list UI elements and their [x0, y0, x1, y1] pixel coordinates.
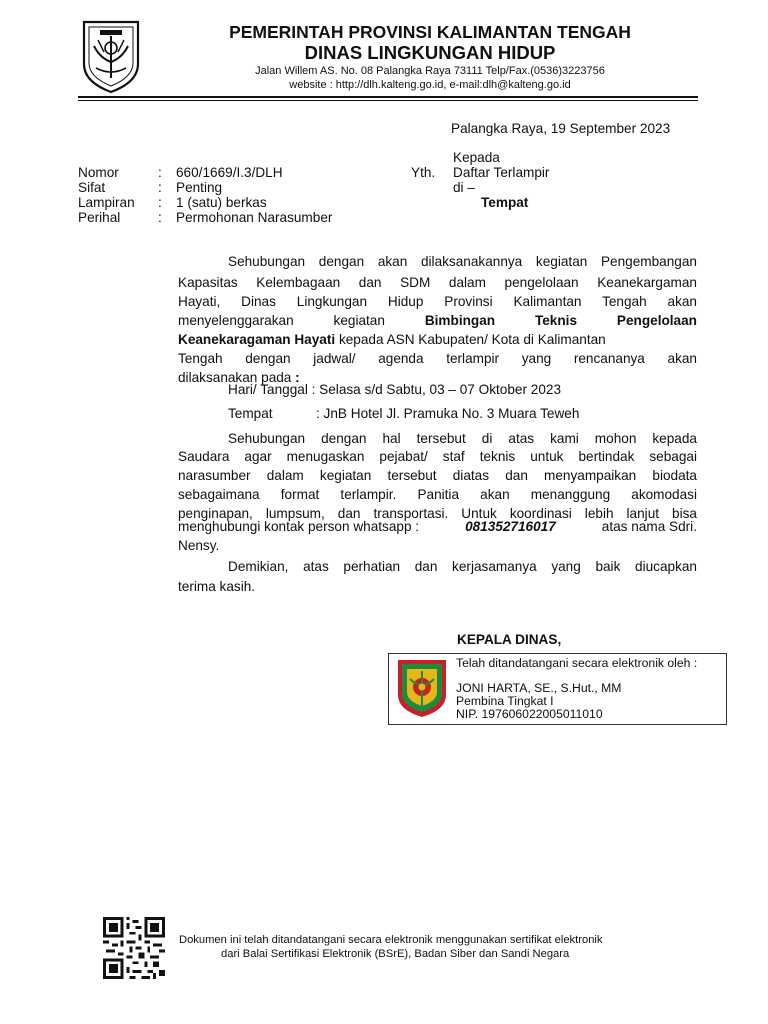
whatsapp-number: 081352716017: [465, 519, 556, 534]
letterhead-government: PEMERINTAH PROVINSI KALIMANTAN TENGAH: [229, 22, 631, 42]
perihal-colon: :: [158, 210, 162, 225]
body-p1-word: kegiatan: [333, 313, 385, 328]
recipient-name: Daftar Terlampir: [453, 165, 550, 180]
body-p3-line2: terima kasih.: [178, 579, 256, 594]
letterhead-address: Jalan Willem AS. No. 08 Palangka Raya 73111 Telp/Fax.(0536)3223756: [255, 65, 605, 77]
body-p2-line2: Saudara agar menugaskan pejabat/ staf teknis untuk bertindak sebagai: [178, 449, 697, 464]
body-p1-line3: Hayati, Dinas Lingkungan Hidup Provinsi Kalimantan Tengah akan: [178, 294, 697, 309]
body-p2-line3: narasumber dalam kegiatan tersebut diatas dan menyampaikan biodata: [178, 468, 697, 483]
body-p2-line5: penginapan, lumpsum, dan transportasi. Untuk koordinasi lebih lanjut bisa: [178, 506, 697, 521]
body-p1-text: dilaksanakan pada: [178, 370, 292, 385]
body-p1-bold-word: Pengelolaan: [616, 313, 697, 328]
letterhead-divider: [78, 96, 698, 98]
schedule-place-value: : JnB Hotel Jl. Pramuka No. 3 Muara Teweh: [316, 406, 580, 421]
signatory-nip: NIP. 197606022005011010: [456, 707, 603, 721]
footer-line-1: Dokumen ini telah ditandatangani secara elektronik menggunakan sertifikat elektronik: [179, 934, 603, 946]
schedule-day-date: Hari/ Tanggal : Selasa s/d Sabtu, 03 – 07 Oktober 2023: [228, 382, 562, 397]
body-p1-line1: Sehubungan dengan akan dilaksanakannya kegiatan Pengembangan: [228, 254, 697, 269]
letterhead-agency: DINAS LINGKUNGAN HIDUP: [304, 42, 556, 63]
sifat-colon: :: [158, 180, 162, 195]
body-p2-text: atas nama Sdri.: [601, 519, 697, 534]
place-date: Palangka Raya, 19 September 2023: [451, 121, 671, 136]
provincial-emblem: [80, 18, 142, 94]
body-p1-bold-word: Bimbingan: [424, 313, 496, 328]
body-p1-text: kepada ASN Kabupaten/ Kota di Kalimantan: [338, 332, 606, 347]
body-p2-line4: sebagaimana format terlampir. Panitia akan menanggung akomodasi: [178, 487, 697, 502]
body-p3-line1: Demikian, atas perhatian dan kerjasamanya yang baik diucapkan: [228, 559, 697, 574]
body-p1-colon: :: [295, 370, 300, 385]
sifat-label: Sifat: [78, 180, 106, 195]
footer-line-2: dari Balai Sertifikasi Elektronik (BSrE), Badan Siber dan Sandi Negara: [221, 948, 570, 960]
body-p2-line6: [178, 517, 697, 536]
signatory-name: JONI HARTA, SE., S.Hut., MM: [456, 681, 622, 695]
letterhead-contact: website : http://dlh.kalteng.go.id, e-mail:dlh@kalteng.go.id: [289, 79, 571, 91]
nomor-colon: :: [158, 165, 162, 180]
recipient-kepada: Kepada: [453, 150, 500, 165]
body-p1-line2: Kapasitas Kelembagaan dan SDM dalam pengelolaan Keanekargaman: [178, 275, 697, 290]
provincial-emblem-color: [395, 657, 449, 719]
signature-title: KEPALA DINAS,: [457, 632, 562, 647]
body-p2-line7: Nensy.: [178, 538, 220, 553]
nomor-value: 660/1669/I.3/DLH: [176, 165, 283, 180]
nomor-label: Nomor: [78, 165, 119, 180]
letterhead-divider-thin: [78, 100, 698, 101]
body-p1-bold-word: Teknis: [534, 313, 578, 328]
body-p2-text: menghubungi kontak person whatsapp :: [178, 519, 420, 534]
signatory-rank: Pembina Tingkat I: [456, 694, 554, 708]
lampiran-label: Lampiran: [78, 195, 135, 210]
verification-qr-code: [103, 917, 165, 979]
body-p2-line1: Sehubungan dengan hal tersebut di atas kami mohon kepada: [228, 431, 697, 446]
body-p1-bold-phrase: Keanekaragaman Hayati: [178, 332, 336, 347]
recipient-yth: Yth.: [411, 165, 436, 180]
lampiran-value: 1 (satu) berkas: [176, 195, 267, 210]
e-signature-note: Telah ditandatangani secara elektronik oleh :: [456, 656, 698, 670]
recipient-di: di –: [453, 180, 475, 195]
perihal-label: Perihal: [78, 210, 121, 225]
body-p1-line6: Tengah dengan jadwal/ agenda terlampir yang rencananya akan: [178, 351, 697, 366]
sifat-value: Penting: [176, 180, 223, 195]
body-p1-word: menyelenggarakan: [178, 313, 294, 328]
body-p1-line5: [178, 330, 697, 349]
body-p1-line4: [178, 311, 697, 330]
recipient-tempat: Tempat: [481, 195, 529, 210]
schedule-place-label: Tempat: [228, 406, 273, 421]
perihal-value: Permohonan Narasumber: [176, 210, 333, 225]
lampiran-colon: :: [158, 195, 162, 210]
